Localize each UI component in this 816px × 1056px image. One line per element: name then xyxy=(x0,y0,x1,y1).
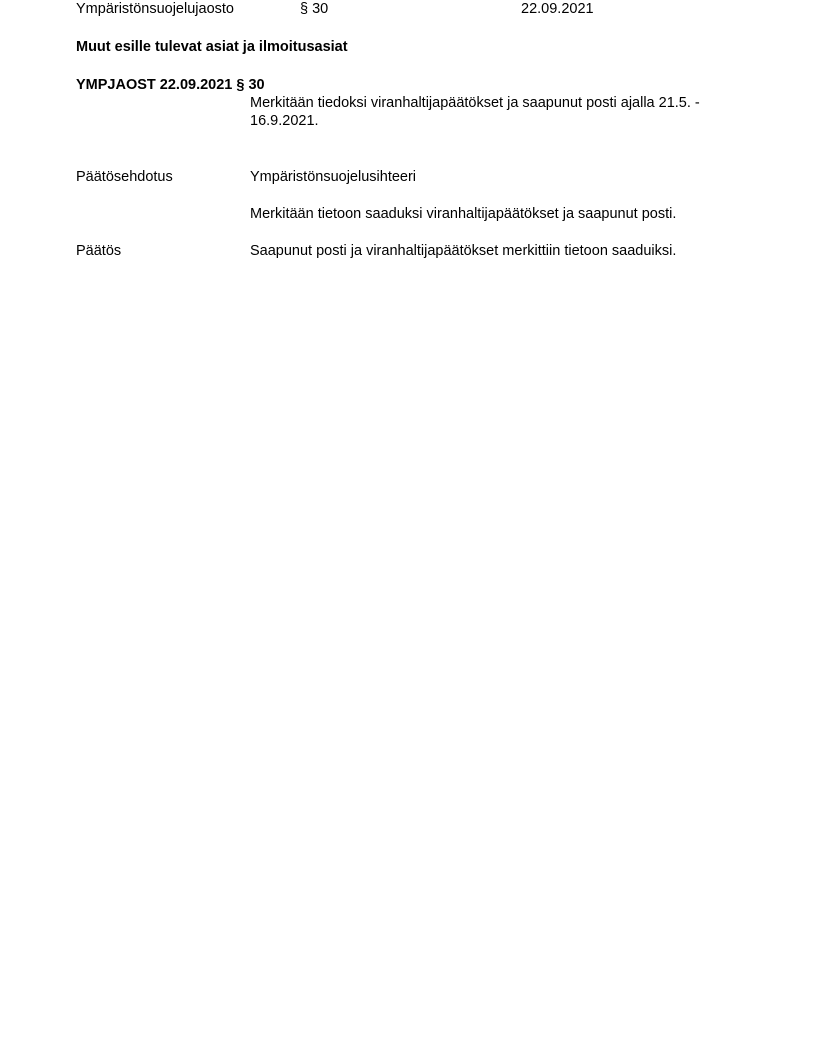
proposal-presenter: Ympäristönsuojelusihteeri xyxy=(250,169,417,185)
proposal-text: Merkitään tietoon saaduksi viranhaltijapäätökset ja saapunut posti. xyxy=(250,206,677,222)
proposal-label: Päätösehdotus xyxy=(76,169,173,185)
header-section: § 30 xyxy=(300,1,329,17)
decision-label: Päätös xyxy=(76,243,122,259)
item-description: Merkitään tiedoksi viranhaltijapäätökset ja saapunut posti ajalla 21.5. - 16.9.2021. xyxy=(250,95,700,129)
decision-text: Saapunut posti ja viranhaltijapäätökset merkittiin tietoon saaduiksi. xyxy=(250,243,677,259)
header-organ: Ympäristönsuojelujaosto xyxy=(76,1,234,17)
header-date: 22.09.2021 xyxy=(521,1,594,17)
item-reference: YMPJAOST 22.09.2021 § 30 xyxy=(76,77,265,93)
item-title: Muut esille tulevat asiat ja ilmoitusasiat xyxy=(76,39,348,55)
